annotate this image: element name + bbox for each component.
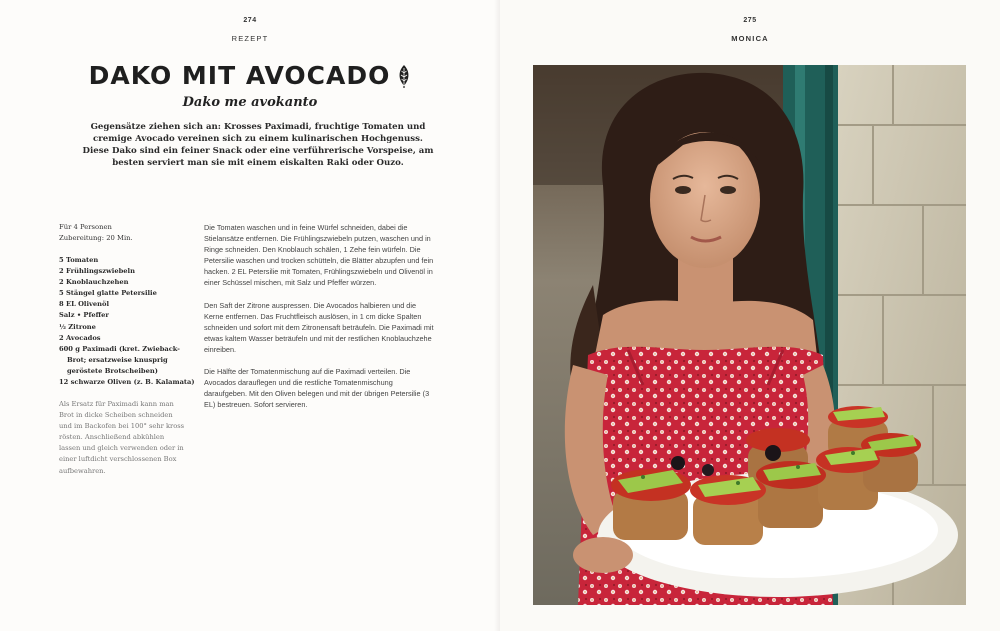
page-number-left: 274	[243, 17, 257, 24]
page-number-right: 275	[743, 17, 757, 24]
ingredient-item: 2 Knoblauchzehen	[59, 278, 129, 287]
photo-woman-with-dako	[533, 65, 966, 605]
ingredient-item: 2 Frühlingszwiebeln	[59, 267, 135, 276]
ingredient-list	[59, 255, 199, 388]
recipe-intro: Gegensätze ziehen sich an: Krosses Paximadi, fruchtige Tomaten und cremige Avocado vereinen sich zu einem kulinarischen Hochgenuss. Diese Dako sind ein feiner Snack oder eine verführerische Vorspeise, am besten serviert man sie mit einem eiskalten Raki oder Ouzo.	[82, 122, 434, 168]
ingredient-item: ½ Zitrone	[59, 322, 96, 331]
photo-illustration	[533, 65, 966, 605]
ingredient-item: 8 EL Olivenöl	[59, 300, 110, 309]
running-head-right: MONICA	[731, 34, 769, 43]
servings: Für 4 Personen	[59, 223, 112, 231]
method-steps	[204, 222, 436, 421]
substitution-tip: Als Ersatz für Paximadi kann man Brot in dicke Scheiben schneiden und im Backofen bei 100° sehr kross rösten. Anschließend abkühlen lassen und gleich verwenden oder in einer luftdicht verschlossenen Box aufbewahren.	[59, 400, 185, 475]
recipe-title-row	[0, 61, 500, 90]
ingredient-item: 12 schwarze Oliven (z. B. Kalamata)	[59, 378, 195, 387]
ingredient-item: 600 g Paximadi (kret. Zwieback-Brot; ersatzweise knusprig geröstete Brotscheiben)	[59, 344, 180, 375]
recipe-title: DAKO MIT AVOCADO	[88, 61, 391, 90]
recipe-subtitle: Dako me avokanto	[182, 95, 318, 110]
method-step: Die Tomaten waschen und in feine Würfel schneiden, dabei die Stielansätze entfernen. Die Frühlingszwiebeln putzen, waschen und in Ringe schneiden. Den Knoblauch schälen, 1 Zehe fein würfeln. Die Petersilie waschen und trocken schütteln, die Blätter abzupfen und fein hacken. 2 EL Petersilie mit Tomaten, Frühlingszwiebeln und Olivenöl in einer Schüssel mischen, mit Salz und Pfeffer würzen.	[204, 223, 434, 288]
method-step: Die Hälfte der Tomatenmischung auf die Paximadi verteilen. Die Avocados darauflegen und die restliche Tomatenmischung daraufgeben. Mit den Oliven belegen und mit der übrigen Petersilie (3 EL) bestreuen. Sofort servieren.	[204, 367, 430, 410]
leaf-icon	[397, 64, 411, 88]
method-step: Den Saft der Zitrone auspressen. Die Avocados halbieren und die Kerne entfernen. Das Fruchtfleisch auslösen, in 1 cm dicke Spalten schneiden und sofort mit dem Zitronensaft beträufeln. Die Paximadi mit etwas kaltem Wasser beträufeln und mit der restlichen Knoblauchzehe einreiben.	[204, 300, 434, 354]
ingredient-item: 5 Tomaten	[59, 256, 99, 264]
ingredient-item: 5 Stängel glatte Petersilie	[59, 289, 157, 298]
prep-time: Zubereitung: 20 Min.	[59, 234, 133, 242]
running-head-left: REZEPT	[231, 34, 269, 43]
ingredient-item: Salz • Pfeffer	[59, 311, 109, 320]
ingredient-item: 2 Avocados	[59, 333, 101, 342]
